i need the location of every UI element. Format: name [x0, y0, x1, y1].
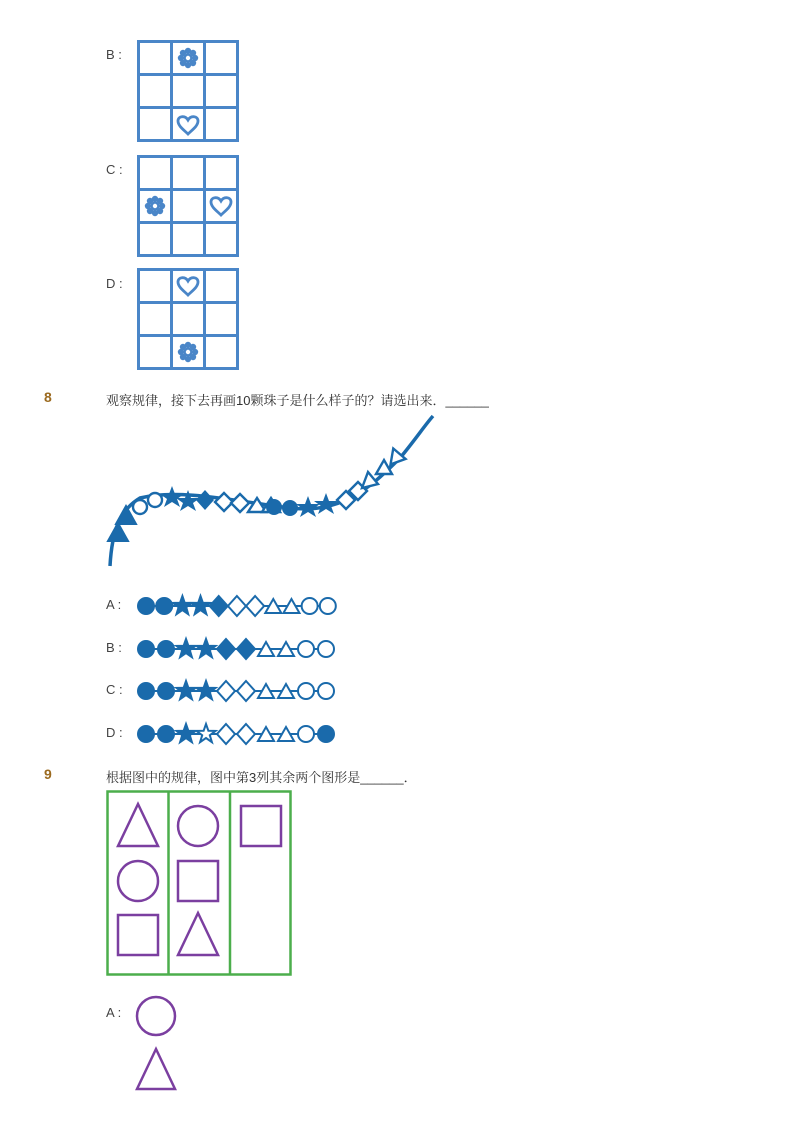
q8-option-d-beads[interactable]: [136, 722, 340, 746]
bead-circle: [158, 683, 174, 699]
bead-circle: [298, 683, 314, 699]
square-shape: [241, 806, 281, 846]
q7-option-b-grid[interactable]: [137, 40, 239, 142]
bead-circle: [138, 598, 154, 614]
question-text: 根据图中的规律，图中第3列其余两个图形是______．: [106, 770, 417, 785]
bead-circle: [298, 726, 314, 742]
bead-star: [191, 596, 210, 614]
square-shape: [118, 915, 158, 955]
bead-circle: [318, 641, 334, 657]
heart-icon: [178, 117, 198, 134]
flower-icon: [178, 342, 198, 362]
bead-diamond: [228, 596, 246, 616]
q8-option-c-beads[interactable]: [136, 679, 340, 703]
question-number: 8: [44, 389, 52, 405]
bead-star: [177, 724, 196, 742]
bead-star: [177, 681, 196, 699]
bead-diamond: [217, 724, 235, 744]
bead-circle: [156, 598, 172, 614]
bead-diamond: [237, 639, 255, 659]
question-number: 9: [44, 766, 52, 782]
flower-icon: [145, 196, 165, 216]
circle-shape: [137, 997, 175, 1035]
q7-option-c-label: C :: [106, 162, 123, 177]
q9-option-a-label: A :: [106, 1005, 122, 1020]
bead-star: [197, 724, 216, 742]
q8-option-b-label: B :: [106, 640, 122, 655]
bead-circle: [138, 683, 154, 699]
bead-circle: [158, 641, 174, 657]
heart-icon: [211, 198, 231, 215]
bead-diamond: [246, 596, 264, 616]
bead-star: [177, 639, 196, 657]
square-shape: [178, 861, 218, 901]
circle-shape: [178, 806, 218, 846]
question-text: 观察规律，接下去再画10颗珠子是什么样子的？请选出来．______: [106, 393, 489, 408]
q8-option-a-beads[interactable]: [136, 594, 340, 618]
flower-icon: [178, 48, 198, 68]
bead-circle: [138, 726, 154, 742]
bead-diamond: [237, 724, 255, 744]
q9-option-a-shapes[interactable]: [134, 994, 180, 1094]
q7-option-b-label: B :: [106, 47, 122, 62]
heart-icon: [178, 278, 198, 295]
bead-diamond: [237, 681, 255, 701]
bead-diamond: [210, 596, 228, 616]
bead-star: [197, 681, 216, 699]
q9-shape-table: [106, 790, 292, 977]
triangle-shape: [118, 804, 158, 846]
bead-diamond: [217, 681, 235, 701]
bead-circle: [318, 726, 334, 742]
bead-string-illustration: [100, 410, 440, 570]
q8-option-c-label: C :: [106, 682, 123, 697]
bead-circle: [138, 641, 154, 657]
triangle-shape: [178, 913, 218, 955]
bead-diamond: [217, 639, 235, 659]
bead-circle: [298, 641, 314, 657]
circle-shape: [118, 861, 158, 901]
bead-circle: [158, 726, 174, 742]
bead-star: [173, 596, 192, 614]
triangle-shape: [137, 1049, 175, 1089]
bead-circle: [302, 598, 318, 614]
q7-option-d-label: D :: [106, 276, 123, 291]
q8-option-a-label: A :: [106, 597, 122, 612]
bead-circle: [318, 683, 334, 699]
bead-circle: [320, 598, 336, 614]
q7-option-d-grid[interactable]: [137, 268, 239, 370]
bead-star: [197, 639, 216, 657]
q7-option-c-grid[interactable]: [137, 155, 239, 257]
q8-option-b-beads[interactable]: [136, 637, 340, 661]
q8-option-d-label: D :: [106, 725, 123, 740]
